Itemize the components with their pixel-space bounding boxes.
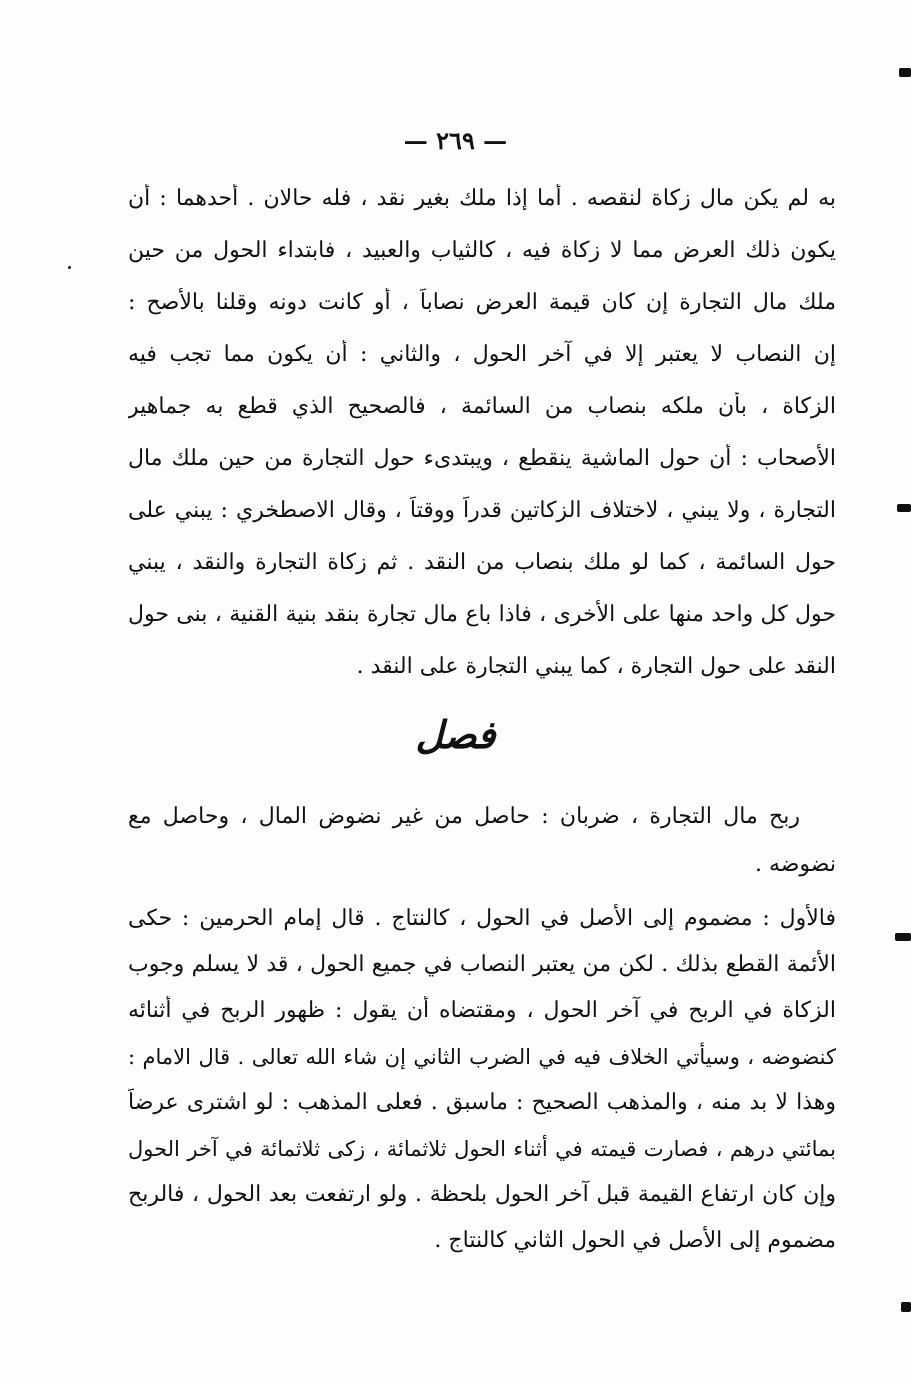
text-line: إن النصاب لا يعتبر إلا في آخر الحول ، والثاني : أن يكون مما تجب فيه — [128, 342, 836, 367]
margin-mark — [895, 933, 911, 941]
text-line: الزكاة ، بأن ملكه بنصاب من السائمة ، فالصحيح الذي قطع به جماهير — [128, 394, 836, 419]
margin-mark — [68, 266, 71, 269]
text-line: به لم يكن مال زكاة لنقصه . أما إذا ملك بغير نقد ، فله حالان . أحدهما : أن — [128, 186, 836, 211]
text-line: مضموم إلى الأصل في الحول الثاني كالنتاج . — [434, 1228, 836, 1253]
text-line: ملك مال التجارة إن كان قيمة العرض نصاباً ، أو كانت دونه وقلنا بالأصح : — [128, 290, 836, 315]
text-line: الزكاة في الربح في آخر الحول ، ومقتضاه أن يقول : ظهور الربح في أثنائه — [128, 998, 836, 1023]
margin-mark — [899, 68, 911, 77]
text-line: الأئمة القطع بذلك . لكن من يعتبر النصاب في جميع الحول ، قد لا يسلم وجوب — [128, 952, 836, 977]
text-line: بمائتي درهم ، فصارت قيمته في أثناء الحول ثلاثمائة ، زكى ثلاثمائة في آخر الحول — [128, 1137, 836, 1161]
text-line: ربح مال التجارة ، ضربان : حاصل من غير نضوض المال ، وحاصل مع — [128, 804, 800, 829]
margin-mark — [901, 1302, 911, 1312]
text-line: حول كل واحد منها على الأخرى ، فاذا باع مال تجارة بنقد بنية القنية ، بنى حول — [128, 602, 836, 627]
text-line: كنضوضه ، وسيأتي الخلاف فيه في الضرب الثاني إن شاء الله تعالى . قال الامام : — [128, 1045, 836, 1069]
margin-mark — [897, 504, 911, 512]
text-line: حول السائمة ، كما لو ملك بنصاب من النقد . ثم زكاة التجارة والنقد ، يبني — [128, 550, 836, 575]
text-line: نضوضه . — [754, 852, 836, 877]
text-line: التجارة ، ولا يبني ، لاختلاف الزكاتين قدراً ووقتاً ، وقال الاصطخري : يبني على — [128, 498, 836, 523]
text-line: الأصحاب : أن حول الماشية ينقطع ، ويبتدىء حول التجارة من حين ملك مال — [128, 446, 836, 471]
text-line: النقد على حول التجارة ، كما يبني التجارة على النقد . — [356, 654, 836, 679]
section-heading: فصل — [415, 712, 496, 757]
text-line: يكون ذلك العرض مما لا زكاة فيه ، كالثياب والعبيد ، فابتداء الحول من حين — [128, 238, 836, 263]
text-line: وهذا لا بد منه ، والمذهب الصحيح : ماسبق . فعلى المذهب : لو اشترى عرضاً — [128, 1090, 836, 1115]
page-number: — ٢٦٩ — — [403, 126, 508, 155]
text-line: فالأول : مضموم إلى الأصل في الحول ، كالنتاج . قال إمام الحرمين : حكى — [128, 906, 836, 931]
text-line: وإن كان ارتفاع القيمة قبل آخر الحول بلحظة . ولو ارتفعت بعد الحول ، فالربح — [128, 1182, 836, 1207]
